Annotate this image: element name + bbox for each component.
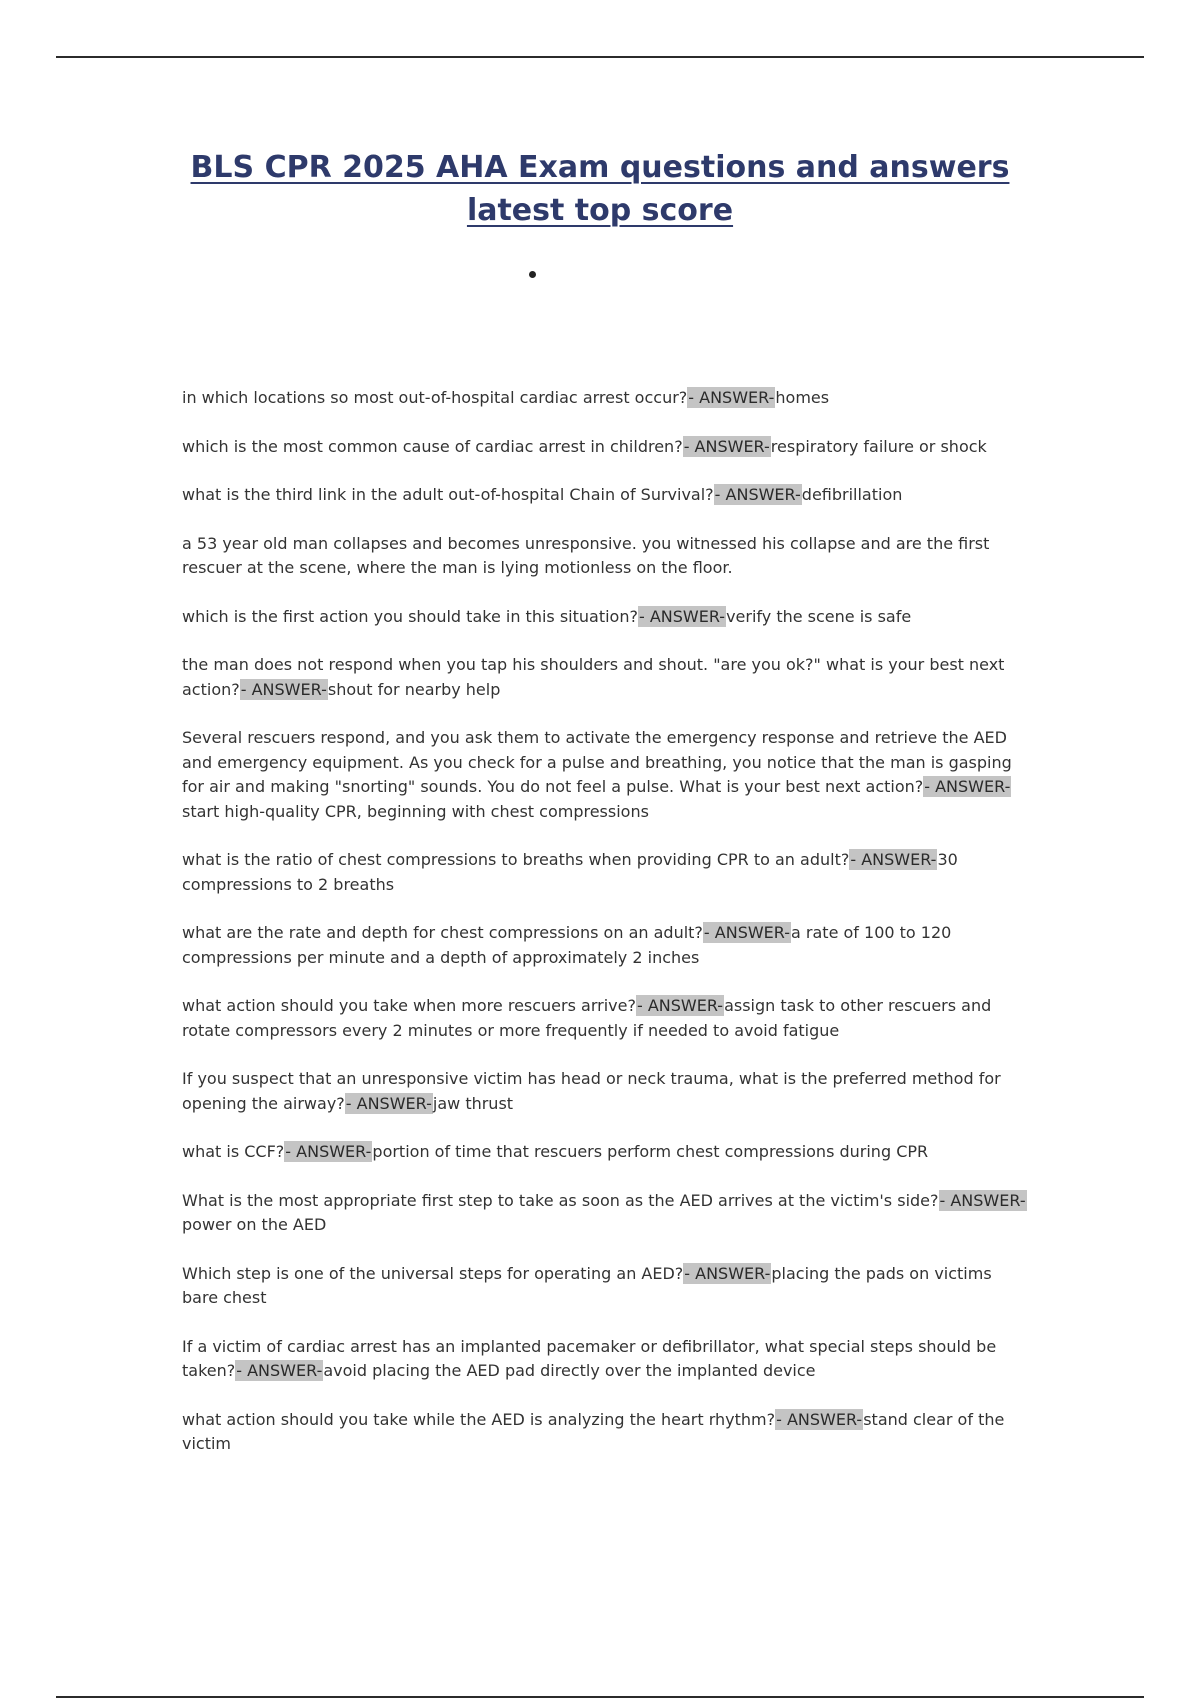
answer-marker: - ANSWER- bbox=[688, 388, 775, 407]
qa-item bbox=[182, 386, 1032, 411]
answer-text: homes bbox=[775, 388, 830, 407]
answer-text: power on the AED bbox=[182, 1215, 327, 1234]
answer-marker: - ANSWER- bbox=[714, 485, 801, 504]
qa-item bbox=[182, 483, 1032, 508]
question-text: If a victim of cardiac arrest has an implanted pacemaker or defibrillator, what special steps should be taken? bbox=[182, 1336, 997, 1380]
qa-item bbox=[182, 435, 1032, 460]
qa-item bbox=[182, 1140, 1032, 1165]
answer-text: portion of time that rescuers perform chest compressions during CPR bbox=[372, 1142, 929, 1161]
answer-marker: - ANSWER- bbox=[684, 1263, 771, 1283]
answer-text: 30 compressions to 2 breaths bbox=[182, 850, 958, 894]
qa-item bbox=[182, 1408, 1032, 1457]
answer-marker: - ANSWER- bbox=[285, 1142, 372, 1161]
answer-text: stand clear of the victim bbox=[182, 1409, 1005, 1453]
answer-marker: - ANSWER- bbox=[236, 1361, 323, 1380]
qa-item bbox=[182, 726, 1032, 824]
question-text: what action should you take while the AED is analyzing the heart rhythm? bbox=[182, 1409, 776, 1429]
scenario-paragraph bbox=[182, 532, 1032, 581]
answer-text: start high-quality CPR, beginning with chest compressions bbox=[182, 801, 649, 821]
question-text: what are the rate and depth for chest compressions on an adult? bbox=[182, 923, 703, 942]
question-text: what is CCF? bbox=[182, 1142, 285, 1161]
question-text: what action should you take when more rescuers arrive? bbox=[182, 996, 636, 1015]
answer-text: jaw thrust bbox=[432, 1093, 514, 1113]
answer-marker: - ANSWER- bbox=[703, 923, 791, 942]
qa-item bbox=[182, 653, 1032, 702]
answer-text: respiratory failure or shock bbox=[770, 436, 987, 456]
answer-marker: - ANSWER- bbox=[776, 1409, 863, 1429]
bullet-point bbox=[529, 271, 536, 278]
document-title: BLS CPR 2025 AHA Exam questions and answers latest top score bbox=[190, 150, 1010, 228]
qa-item bbox=[182, 1262, 1032, 1311]
answer-text: placing the pads on victims bare chest bbox=[182, 1263, 992, 1307]
answer-marker: - ANSWER- bbox=[345, 1093, 432, 1113]
question-text: which is the first action you should take in this situation? bbox=[182, 606, 638, 626]
answer-marker: - ANSWER- bbox=[850, 850, 937, 869]
qa-item bbox=[182, 1189, 1032, 1238]
question-text: what is the ratio of chest compressions to breaths when providing CPR to an adult? bbox=[182, 850, 850, 869]
question-text: If you suspect that an unresponsive victim has head or neck trauma, what is the preferred method for opening the airway? bbox=[182, 1069, 1001, 1113]
question-text: in which locations so most out-of-hospital cardiac arrest occur? bbox=[182, 388, 688, 407]
answer-text: shout for nearby help bbox=[327, 679, 501, 699]
qa-item bbox=[182, 848, 1032, 897]
qa-list bbox=[182, 386, 1032, 1481]
answer-marker: - ANSWER- bbox=[638, 606, 726, 626]
qa-item bbox=[182, 921, 1032, 970]
bottom-rule bbox=[56, 1696, 1144, 1698]
answer-text: a rate of 100 to 120 compressions per minute and a depth of approximately 2 inches bbox=[182, 923, 952, 967]
question-text: the man does not respond when you tap his shoulders and shout. "are you ok?" what is your best next action? bbox=[182, 655, 1005, 699]
top-rule bbox=[56, 56, 1144, 58]
answer-text: avoid placing the AED pad directly over the implanted device bbox=[323, 1361, 816, 1380]
question-text: What is the most appropriate first step to take as soon as the AED arrives at the victim's side? bbox=[182, 1190, 939, 1210]
answer-marker: - ANSWER- bbox=[924, 777, 1011, 796]
answer-text: verify the scene is safe bbox=[726, 606, 912, 626]
qa-item bbox=[182, 1067, 1032, 1116]
qa-item bbox=[182, 994, 1032, 1043]
qa-item bbox=[182, 605, 1032, 630]
answer-marker: - ANSWER- bbox=[636, 996, 724, 1015]
scenario-text: a 53 year old man collapses and becomes unresponsive. you witnessed his collapse and are the first rescuer at the scene, where the man is lying motionless on the floor. bbox=[182, 533, 990, 577]
qa-item bbox=[182, 1335, 1032, 1384]
question-text: what is the third link in the adult out-of-hospital Chain of Survival? bbox=[182, 485, 714, 504]
answer-text: defibrillation bbox=[801, 485, 903, 504]
question-text: which is the most common cause of cardiac arrest in children? bbox=[182, 436, 683, 456]
question-text: Which step is one of the universal steps for operating an AED? bbox=[182, 1263, 684, 1283]
answer-marker: - ANSWER- bbox=[683, 436, 770, 456]
answer-marker: - ANSWER- bbox=[240, 679, 327, 699]
question-text: Several rescuers respond, and you ask them to activate the emergency response and retrieve the AED and emergency equipment. As you check for a pulse and breathing, you notice that the man is gasping for air and making "snorting" sounds. You do not feel a pulse. What is your best next action? bbox=[182, 728, 1012, 796]
answer-marker: - ANSWER- bbox=[939, 1190, 1026, 1210]
answer-text: assign task to other rescuers and rotate compressors every 2 minutes or more frequently if needed to avoid fatigue bbox=[182, 996, 992, 1040]
